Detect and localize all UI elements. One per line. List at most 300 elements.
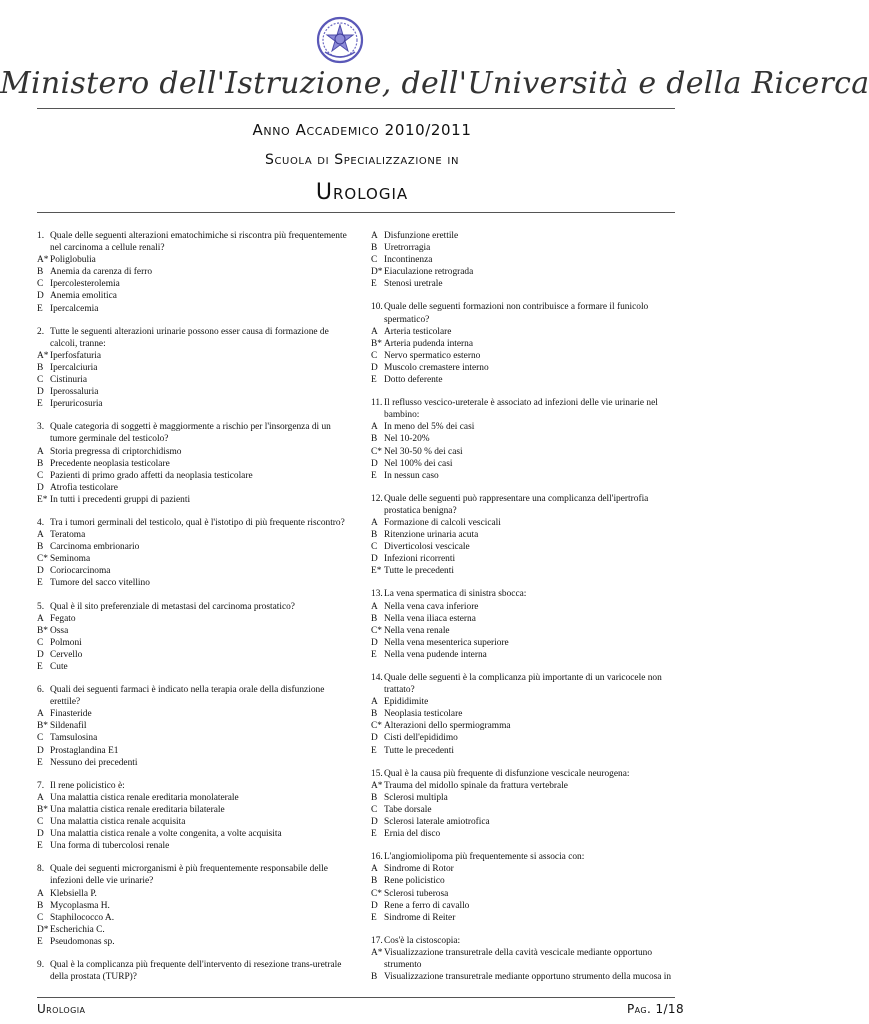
question-block	[371, 397, 681, 482]
answer-option	[371, 863, 681, 875]
question-prompt: Quale delle seguenti alterazioni ematochimiche si riscontra più frequentemente nel carcinoma a cellule renali?	[50, 231, 347, 254]
answer-option	[371, 900, 681, 912]
option-text: Ipercalcemia	[50, 303, 99, 314]
question-prompt: Qual è il sito preferenziale di metastasi del carcinoma prostatico?	[50, 601, 295, 612]
answer-option	[37, 266, 347, 278]
answer-option	[37, 482, 347, 494]
question-block	[37, 684, 347, 769]
option-text: Sclerosi multipla	[384, 792, 448, 803]
answer-option	[37, 888, 347, 900]
option-text: Escherichia C.	[50, 924, 105, 935]
answer-option	[371, 254, 681, 266]
question-text	[371, 935, 681, 947]
option-text: Tabe dorsale	[384, 804, 432, 815]
option-text: Sclerosi laterale amiotrofica	[384, 817, 490, 828]
option-text: Ernia del disco	[384, 829, 441, 840]
option-letter: D	[37, 829, 44, 840]
option-letter: A*	[37, 350, 49, 361]
answer-option	[371, 242, 681, 254]
answer-option	[371, 529, 681, 541]
answer-option	[371, 433, 681, 445]
option-text: Tumore del sacco vitellino	[50, 578, 150, 589]
option-text: Nella vena renale	[384, 625, 450, 636]
option-letter: E	[371, 375, 377, 386]
answer-option	[371, 446, 681, 458]
option-letter: A	[371, 601, 378, 612]
option-text: Trauma del midollo spinale da frattura vertebrale	[384, 780, 568, 791]
question-prompt: Quali dei seguenti farmaci è indicato nella terapia orale della disfunzione erettile?	[50, 685, 325, 708]
option-letter: E	[371, 912, 377, 923]
option-text: Nervo spermatico esterno	[384, 350, 481, 361]
answer-option	[371, 888, 681, 900]
header-divider	[37, 108, 675, 109]
answer-option	[37, 924, 347, 936]
option-text: Tamsulosina	[50, 733, 98, 744]
option-text: Mycoplasma H.	[50, 900, 110, 911]
option-letter: B	[371, 709, 378, 720]
answer-option	[371, 745, 681, 757]
answer-option	[371, 637, 681, 649]
option-letter: B	[37, 458, 44, 469]
question-number: 7.	[37, 780, 45, 791]
option-text: Visualizzazione transuretrale mediante opportuno strumento della mucosa in	[384, 972, 672, 983]
answer-option	[37, 661, 347, 673]
option-text: Alterazioni dello spermiogramma	[384, 721, 511, 732]
subject-title: Urologia	[315, 180, 409, 205]
option-text: Teratoma	[50, 530, 86, 541]
question-text	[371, 768, 681, 780]
option-text: Nel 10-20%	[384, 434, 430, 445]
question-prompt: Tra i tumori germinali del testicolo, qual è l'istotipo di più frequente riscontro?	[50, 517, 345, 528]
answer-option	[37, 625, 347, 637]
question-number: 13.	[371, 589, 383, 600]
question-prompt: Quale dei seguenti microrganismi è più frequentemente responsabile delle infezioni delle vie urinarie?	[50, 864, 328, 887]
question-prompt: Tutte le seguenti alterazioni urinarie possono esser causa di formazione de calcoli, tranne:	[50, 326, 329, 349]
option-text: Dotto deferente	[384, 375, 443, 386]
option-letter: B	[37, 900, 44, 911]
answer-option	[37, 303, 347, 315]
option-letter: A	[371, 697, 378, 708]
answer-option	[371, 350, 681, 362]
answer-option	[371, 517, 681, 529]
option-text: Ossa	[50, 625, 69, 636]
option-letter: D	[371, 900, 378, 911]
answer-option	[371, 912, 681, 924]
answer-option	[371, 780, 681, 792]
answer-option	[371, 338, 681, 350]
question-text	[37, 326, 347, 350]
answer-option	[37, 386, 347, 398]
option-letter: C	[37, 912, 44, 923]
answer-option	[371, 720, 681, 732]
question-number: 2.	[37, 326, 45, 337]
question-number: 14.	[371, 673, 383, 683]
option-text: Nella vena iliaca esterna	[384, 613, 476, 624]
option-letter: D	[37, 387, 44, 398]
option-text: Iperfosfaturia	[50, 350, 102, 361]
footer-subject: Urologia	[37, 1002, 86, 1016]
answer-option	[37, 720, 347, 732]
option-text: Muscolo cremastere interno	[384, 362, 489, 373]
option-text: Cute	[50, 662, 68, 672]
option-letter: B	[371, 530, 378, 541]
option-letter: D	[371, 817, 378, 828]
answer-option	[371, 792, 681, 804]
question-number: 12.	[371, 493, 383, 504]
option-text: Nel 100% dei casi	[384, 458, 453, 469]
answer-option	[371, 458, 681, 470]
question-block	[371, 768, 681, 841]
question-prompt: La vena spermatica di sinistra sbocca:	[384, 589, 527, 600]
option-text: Una malattia cistica renale ereditaria bilaterale	[50, 804, 225, 815]
school-title: Scuola di Specializzazione in	[264, 152, 460, 168]
option-text: Arteria pudenda interna	[384, 338, 474, 349]
option-text: Rene a ferro di cavallo	[384, 900, 470, 911]
option-letter: A	[371, 326, 378, 337]
question-block	[37, 421, 347, 506]
option-text: Diverticolosi vescicale	[384, 542, 470, 553]
question-block	[37, 601, 347, 674]
option-letter: C	[37, 637, 44, 648]
answer-option	[371, 421, 681, 433]
option-text: Ritenzione urinaria acuta	[384, 530, 479, 541]
option-text: Nella vena cava inferiore	[384, 601, 479, 612]
answer-option	[37, 912, 347, 924]
answer-option	[37, 649, 347, 661]
question-text	[37, 601, 347, 613]
answer-option	[37, 745, 347, 757]
option-text: Ipercolesterolemia	[50, 279, 120, 290]
option-letter: E	[37, 303, 43, 314]
answer-option	[371, 565, 681, 577]
question-prompt: Qual è la complicanza più frequente dell'intervento di resezione trans-uretrale della prostata (TURP)?	[50, 959, 342, 983]
option-text: Iperossaluria	[50, 387, 99, 398]
option-text: Iperuricosuria	[50, 399, 103, 410]
answer-option	[371, 947, 681, 971]
answer-option	[371, 971, 681, 983]
option-text: Eiaculazione retrograda	[384, 267, 474, 278]
title-divider	[37, 212, 675, 213]
page-number: Pag. 1/18	[627, 1002, 684, 1016]
answer-option	[37, 470, 347, 482]
option-letter: E	[37, 757, 43, 768]
option-letter: A	[371, 422, 378, 433]
option-letter: A*	[37, 255, 49, 266]
answer-option	[37, 290, 347, 302]
answer-option	[37, 936, 347, 948]
question-number: 5.	[37, 601, 45, 612]
option-letter: C*	[371, 888, 382, 899]
option-text: Stenosi uretrale	[384, 279, 443, 290]
option-letter: B	[371, 613, 378, 624]
option-letter: D	[37, 649, 44, 660]
option-text: Incontinenza	[384, 255, 433, 266]
question-prompt: Quale categoria di soggetti è maggiormente a rischio per l'insorgenza di un tumore germinale del testicolo?	[50, 422, 331, 445]
option-text: Cistinuria	[50, 375, 87, 386]
right-column	[371, 230, 681, 994]
option-letter: C*	[37, 554, 48, 565]
option-text: Nel 30-50 % dei casi	[384, 446, 463, 457]
option-text: Carcinoma embrionario	[50, 542, 140, 553]
question-number: 17.	[371, 935, 383, 946]
option-text: Epididimite	[384, 697, 429, 708]
left-column	[37, 230, 347, 994]
question-number: 15.	[371, 768, 383, 779]
option-letter: C	[371, 350, 378, 361]
option-letter: D	[371, 458, 378, 469]
question-text	[37, 780, 347, 792]
option-letter: D	[371, 554, 378, 565]
question-prompt: Quale delle seguenti può rappresentare una complicanza dell'ipertrofia prostatica benigna?	[384, 493, 649, 516]
question-prompt: Il rene policistico è:	[50, 780, 125, 791]
option-text: Sildenafil	[50, 721, 87, 732]
question-number: 11.	[371, 398, 383, 409]
option-letter: B	[37, 542, 44, 553]
academic-year: Anno Accademico 2010/2011	[252, 121, 472, 139]
option-text: Uretrorragia	[384, 243, 431, 254]
option-text: Cisti dell'epididimo	[384, 733, 458, 744]
answer-option	[371, 553, 681, 565]
option-text: Storia pregressa di criptorchidismo	[50, 446, 182, 457]
question-number: 6.	[37, 685, 45, 696]
answer-option	[37, 278, 347, 290]
option-letter: D	[37, 482, 44, 493]
option-letter: E	[37, 841, 43, 852]
question-block	[37, 517, 347, 590]
answer-option	[371, 649, 681, 661]
option-letter: D	[371, 733, 378, 744]
answer-option	[371, 613, 681, 625]
option-letter: C	[37, 375, 44, 386]
question-block	[371, 851, 681, 924]
option-text: Una malattia cistica renale ereditaria monolaterale	[50, 792, 239, 803]
option-letter: A	[37, 792, 44, 803]
question-prompt: Cos'è la cistoscopia:	[384, 935, 461, 946]
option-text: Anemia emolitica	[50, 291, 117, 302]
option-text: Pazienti di primo grado affetti da neoplasia testicolare	[50, 470, 253, 481]
question-prompt: Quale delle seguenti è la complicanza più importante di un varicocele non trattato?	[384, 673, 662, 696]
answer-option	[37, 613, 347, 625]
option-letter: E*	[371, 566, 382, 577]
option-letter: A	[37, 530, 44, 541]
option-letter: D	[371, 637, 378, 648]
answer-option	[371, 601, 681, 613]
option-letter: C*	[371, 446, 382, 457]
option-text: Una forma di tubercolosi renale	[50, 841, 170, 852]
question-number: 16.	[371, 852, 383, 863]
option-text: Infezioni ricorrenti	[384, 554, 456, 565]
option-text: Disfunzione erettile	[384, 231, 459, 241]
option-text: Fegato	[50, 613, 76, 624]
option-letter: C	[371, 255, 378, 266]
option-letter: D	[37, 291, 44, 302]
question-number: 1.	[37, 231, 45, 241]
option-letter: B*	[371, 338, 382, 349]
answer-option	[371, 541, 681, 553]
option-letter: D*	[371, 267, 383, 278]
question-block	[371, 588, 681, 661]
answer-option	[371, 230, 681, 242]
option-letter: E	[37, 399, 43, 410]
question-text	[371, 588, 681, 600]
answer-option	[37, 816, 347, 828]
question-number: 9.	[37, 959, 45, 970]
answer-option	[371, 266, 681, 278]
question-block-continued	[371, 230, 681, 290]
option-letter: D	[37, 566, 44, 577]
answer-option	[37, 792, 347, 804]
question-prompt: L'angiomiolipoma più frequentemente si associa con:	[384, 852, 585, 863]
answer-option	[371, 278, 681, 290]
option-text: Sindrome di Rotor	[384, 864, 454, 875]
answer-option	[37, 458, 347, 470]
option-letter: E*	[37, 494, 48, 505]
option-text: Tutte le precedenti	[384, 745, 454, 756]
answer-option	[37, 565, 347, 577]
question-number: 8.	[37, 864, 45, 875]
answer-option	[37, 374, 347, 386]
answer-option	[371, 625, 681, 637]
option-text: Formazione di calcoli vescicali	[384, 517, 501, 528]
answer-option	[371, 732, 681, 744]
question-block	[371, 935, 681, 983]
question-text	[37, 959, 347, 983]
option-text: Poliglobulia	[50, 255, 96, 266]
ministry-title: Ministero dell'Istruzione, dell'Università e della Ricerca	[0, 66, 869, 101]
question-text	[371, 851, 681, 863]
option-letter: B	[371, 972, 378, 983]
option-text: Visualizzazione transuretrale della cavità vescicale mediante opportuno strumento	[384, 947, 653, 970]
question-prompt: Qual è la causa più frequente di disfunzione vescicale neurogena:	[384, 768, 630, 779]
option-letter: B	[371, 434, 378, 445]
answer-option	[37, 446, 347, 458]
option-letter: A	[37, 613, 44, 624]
option-text: Una malattia cistica renale acquisita	[50, 817, 186, 828]
footer-divider	[37, 997, 675, 998]
answer-option	[37, 708, 347, 720]
question-prompt: Il reflusso vescico-ureterale è associato ad infezioni delle vie urinarie nel bambino:	[384, 398, 658, 421]
answer-option	[37, 637, 347, 649]
answer-option	[371, 696, 681, 708]
option-text: Prostaglandina E1	[50, 745, 119, 756]
option-letter: E	[371, 649, 377, 660]
question-block	[371, 672, 681, 757]
option-text: Polmoni	[50, 637, 82, 648]
option-text: Precedente neoplasia testicolare	[50, 458, 170, 469]
option-letter: B	[37, 362, 44, 373]
option-letter: E	[37, 662, 43, 672]
option-letter: C	[37, 817, 44, 828]
question-number: 10.	[371, 302, 383, 313]
option-text: Finasteride	[50, 709, 92, 720]
option-letter: D*	[37, 924, 49, 935]
option-text: Atrofia testicolare	[50, 482, 118, 493]
option-letter: B*	[37, 804, 48, 815]
answer-option	[371, 816, 681, 828]
question-text	[371, 397, 681, 421]
option-letter: C	[37, 279, 44, 290]
option-text: Nella vena mesenterica superiore	[384, 637, 509, 648]
republic-emblem-icon	[316, 16, 364, 64]
answer-option	[37, 398, 347, 410]
option-letter: B	[371, 876, 378, 887]
question-text	[371, 493, 681, 517]
option-letter: E	[371, 829, 377, 840]
answer-option	[37, 350, 347, 362]
question-block	[371, 493, 681, 578]
option-text: Pseudomonas sp.	[50, 936, 115, 947]
option-letter: A*	[371, 947, 383, 958]
answer-option	[37, 541, 347, 553]
option-text: Seminoma	[50, 554, 91, 565]
option-letter: E	[371, 745, 377, 756]
option-text: Ipercalciuria	[50, 362, 98, 373]
option-letter: E	[371, 279, 377, 290]
option-letter: B	[37, 267, 44, 278]
option-letter: A	[371, 231, 378, 241]
answer-option	[371, 708, 681, 720]
option-letter: C	[37, 470, 44, 481]
option-text: Sindrome di Reiter	[384, 912, 456, 923]
question-number: 4.	[37, 517, 45, 528]
option-text: Nella vena pudende interna	[384, 649, 487, 660]
option-letter: A	[37, 888, 44, 899]
answer-option	[371, 326, 681, 338]
option-text: Klebsiella P.	[50, 888, 97, 899]
question-text	[37, 863, 347, 887]
question-prompt: Quale delle seguenti formazioni non contribuisce a formare il funicolo spermatico?	[384, 302, 649, 325]
answer-option	[37, 494, 347, 506]
answer-option	[37, 828, 347, 840]
answer-option	[37, 254, 347, 266]
option-letter: C	[371, 804, 378, 815]
question-text	[37, 421, 347, 445]
answer-option	[37, 362, 347, 374]
question-text	[37, 230, 347, 254]
option-letter: C	[371, 542, 378, 553]
option-text: Arteria testicolare	[384, 326, 452, 337]
question-number: 3.	[37, 422, 45, 433]
option-text: Staphilococco A.	[50, 912, 115, 923]
option-text: Rene policistico	[384, 876, 445, 887]
answer-option	[37, 529, 347, 541]
question-text	[371, 672, 681, 696]
question-block	[37, 326, 347, 411]
answer-option	[371, 374, 681, 386]
answer-option	[37, 732, 347, 744]
answer-option	[371, 470, 681, 482]
option-text: Neoplasia testicolare	[384, 709, 463, 720]
option-letter: B	[371, 792, 378, 803]
option-letter: E	[37, 578, 43, 589]
question-block	[37, 230, 347, 315]
answer-option	[371, 804, 681, 816]
answer-option	[37, 757, 347, 769]
option-text: Cervello	[50, 649, 83, 660]
answer-option	[371, 828, 681, 840]
option-letter: C*	[371, 721, 382, 732]
answer-option	[37, 840, 347, 852]
option-text: Nessuno dei precedenti	[50, 757, 138, 768]
option-letter: C*	[371, 625, 382, 636]
answer-option	[37, 900, 347, 912]
question-block	[37, 780, 347, 853]
option-letter: B	[371, 243, 378, 254]
option-text: Coriocarcinoma	[50, 566, 111, 577]
question-block	[371, 301, 681, 386]
option-letter: A	[37, 446, 44, 457]
option-letter: E	[37, 936, 43, 947]
